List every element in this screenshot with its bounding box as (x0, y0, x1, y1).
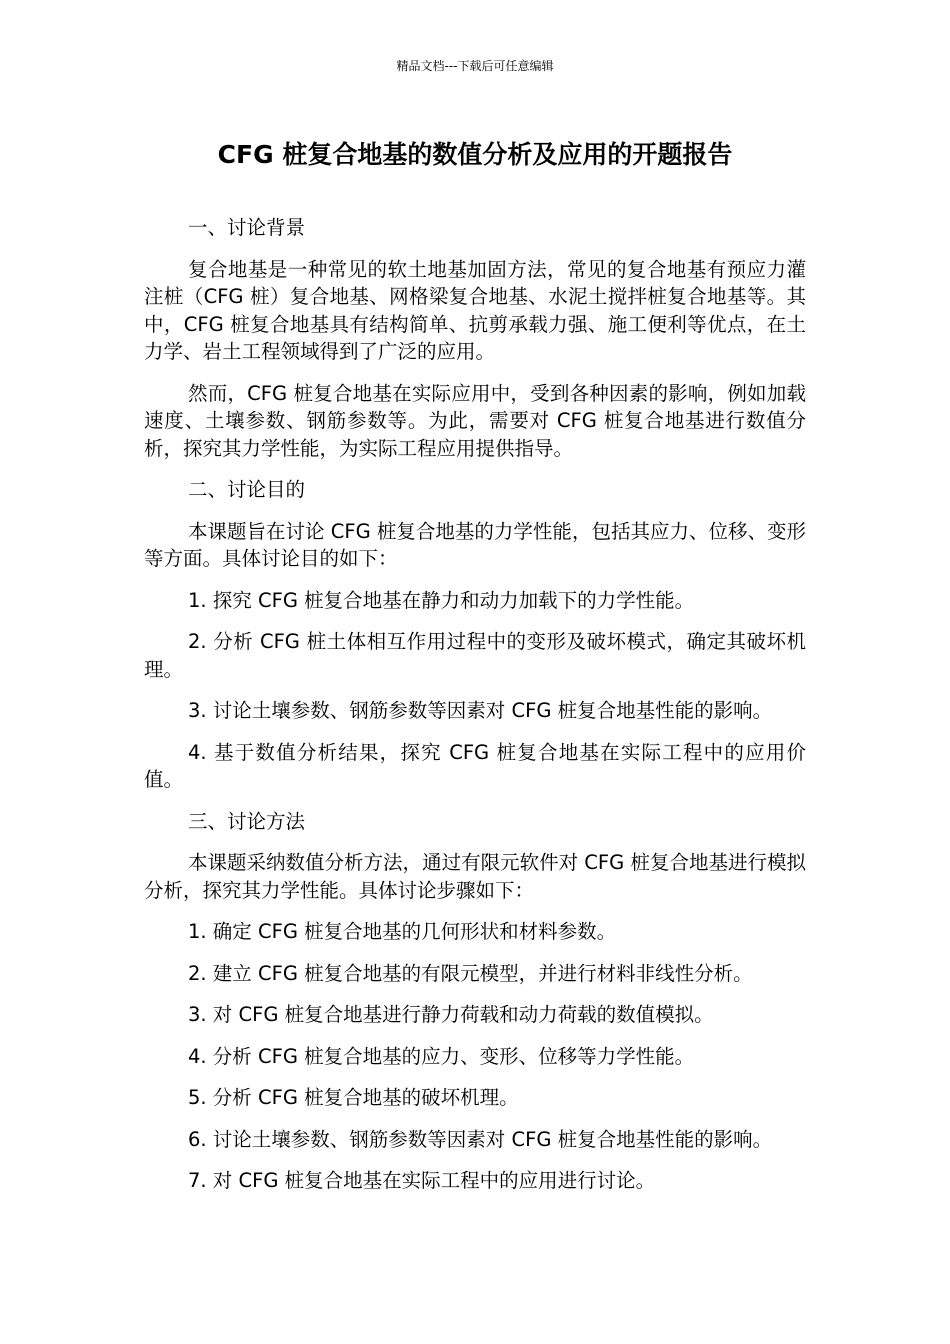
section-heading-method: 三、讨论方法 (188, 809, 306, 833)
list-item: 4. 分析 CFG 桩复合地基的应力、变形、位移等力学性能。 (188, 1044, 695, 1068)
paragraph: 复合地基是一种常见的软土地基加固方法，常见的复合地基有预应力灌注桩（CFG 桩）复合地基、网格梁复合地基、水泥土搅拌桩复合地基等。其中，CFG 桩复合地基具有结构简单、抗剪承载力强、施工便利等优点，在土力学、岩土工程领域得到了广泛的应用。 (144, 257, 806, 363)
document-body (144, 214, 806, 1209)
paragraph: 本课题旨在讨论 CFG 桩复合地基的力学性能，包括其应力、位移、变形等方面。具体讨论目的如下： (144, 519, 806, 570)
section-heading-purpose: 二、讨论目的 (188, 478, 306, 501)
paragraph: 然而，CFG 桩复合地基在实际应用中，受到各种因素的影响，例如加载速度、土壤参数、钢筋参数等。为此，需要对 CFG 桩复合地基进行数值分析，探究其力学性能，为实际工程应用提供指导。 (144, 381, 806, 460)
page-header-note: 精品文档---下载后可任意编辑 (396, 59, 554, 73)
list-item: 5. 分析 CFG 桩复合地基的破坏机理。 (188, 1086, 519, 1109)
list-item: 1. 探究 CFG 桩复合地基在静力和动力加载下的力学性能。 (188, 588, 695, 612)
list-item: 7. 对 CFG 桩复合地基在实际工程中的应用进行讨论。 (188, 1169, 656, 1192)
list-item: 2. 分析 CFG 桩土体相互作用过程中的变形及破坏模式，确定其破坏机理。 (144, 630, 806, 681)
document-title: CFG 桩复合地基的数值分析及应用的开题报告 (217, 140, 733, 169)
list-item: 3. 对 CFG 桩复合地基进行静力荷载和动力荷载的数值模拟。 (188, 1003, 714, 1026)
list-item: 2. 建立 CFG 桩复合地基的有限元模型，并进行材料非线性分析。 (188, 961, 753, 985)
list-item: 4. 基于数值分析结果，探究 CFG 桩复合地基在实际工程中的应用价值。 (144, 740, 806, 791)
list-item: 3. 讨论土壤参数、钢筋参数等因素对 CFG 桩复合地基性能的影响。 (188, 699, 773, 722)
paragraph: 本课题采纳数值分析方法，通过有限元软件对 CFG 桩复合地基进行模拟分析，探究其力学性能。具体讨论步骤如下： (144, 851, 806, 902)
list-item: 1. 确定 CFG 桩复合地基的几何形状和材料参数。 (188, 920, 617, 943)
list-item: 6. 讨论土壤参数、钢筋参数等因素对 CFG 桩复合地基性能的影响。 (188, 1127, 773, 1151)
section-heading-background: 一、讨论背景 (188, 216, 306, 239)
